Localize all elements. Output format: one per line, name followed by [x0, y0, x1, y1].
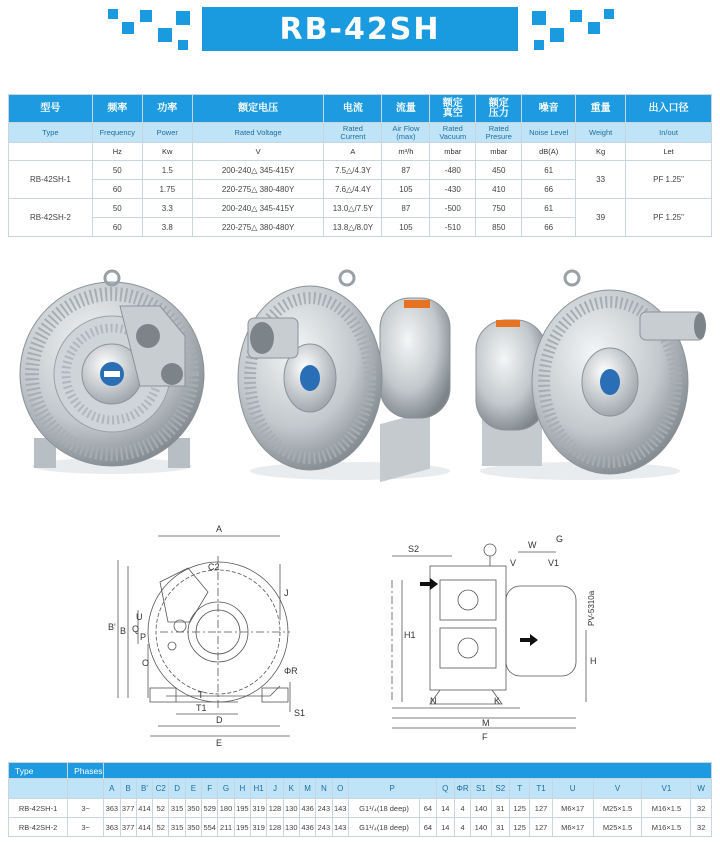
spec-unit-cell [9, 143, 93, 161]
dim-column-header: S2 [491, 779, 509, 799]
dim-value-cell: M25×1.5 [593, 818, 642, 837]
decor-square [588, 22, 600, 34]
spec-cell-voltage: 200-240△ 345-415Y [192, 199, 324, 218]
spec-cell-freq: 50 [92, 161, 142, 180]
spec-cell-power: 3.8 [142, 218, 192, 237]
spec-header-en [9, 123, 712, 143]
dim-value-cell: 554 [202, 818, 218, 837]
dim-label-f: F [482, 732, 488, 742]
dim-value-cell: 195 [234, 799, 250, 818]
dim-label-u: U [136, 612, 143, 622]
dim-row-type: RB-42SH-1 [9, 799, 68, 818]
dim-value-cell: 64 [420, 818, 436, 837]
spec-header-en-cell: In/out [626, 123, 712, 143]
dim-column-header: K [283, 779, 299, 799]
dim-label-e: E [216, 738, 223, 748]
spec-cell-pressure: 410 [476, 180, 522, 199]
dim-column-header: U [552, 779, 593, 799]
dim-column-header: B' [136, 779, 152, 799]
spec-cell-inout: PF 1.25" [626, 199, 712, 237]
decor-square [532, 11, 546, 25]
front-view-labels [108, 524, 305, 748]
dim-value-cell: 125 [509, 799, 529, 818]
spec-header-cn-cell: 额定电压 [192, 95, 324, 123]
dim-column-header-row [9, 779, 712, 799]
spec-unit-cell: Kw [142, 143, 192, 161]
spec-cell-noise: 61 [522, 199, 576, 218]
dim-label-phi-r: ΦR [284, 666, 298, 676]
dim-value-cell: 363 [104, 799, 120, 818]
dim-header-type: Type [9, 763, 68, 779]
spec-header-en-cell: Rated Current [324, 123, 382, 143]
dim-value-cell: 130 [283, 818, 299, 837]
spec-unit-cell: A [324, 143, 382, 161]
dim-value-cell: M6×17 [552, 818, 593, 837]
spec-header-cn-cell: 电流 [324, 95, 382, 123]
decor-square [108, 9, 118, 19]
dim-value-cell: 32 [691, 799, 712, 818]
dim-value-cell: 127 [530, 799, 552, 818]
dim-label-o: O [142, 658, 150, 668]
dim-value-cell: 128 [267, 818, 283, 837]
dim-column-header: ΦR [454, 779, 470, 799]
dim-value-cell: 414 [136, 818, 152, 837]
spec-cell-flow: 105 [382, 218, 430, 237]
dim-value-cell: 319 [251, 818, 267, 837]
dim-value-cell: 130 [283, 799, 299, 818]
product-photos [0, 266, 720, 488]
spec-table-row [9, 161, 712, 180]
dimension-drawings [0, 520, 720, 752]
spec-cell-freq: 60 [92, 180, 142, 199]
dim-value-cell: G1¹/₄(18 deep) [348, 818, 419, 837]
spec-cell-power: 1.5 [142, 161, 192, 180]
dim-column-header: M [299, 779, 315, 799]
dim-value-cell: 31 [491, 818, 509, 837]
dim-label-v1: V1 [548, 558, 560, 568]
spec-header-cn-cell: 流量 [382, 95, 430, 123]
spec-header-en-cell: Rated Presure [476, 123, 522, 143]
spec-unit-cell: mbar [476, 143, 522, 161]
dim-value-cell: 377 [120, 818, 136, 837]
spec-cell-power: 1.75 [142, 180, 192, 199]
spec-cell-power: 3.3 [142, 199, 192, 218]
dim-value-cell: 64 [420, 799, 436, 818]
decor-square [158, 28, 172, 42]
dim-value-cell: 52 [153, 799, 169, 818]
dim-value-cell: 143 [332, 799, 348, 818]
dim-value-cell: 32 [691, 818, 712, 837]
spec-header-cn-cell: 额定 真空 [430, 95, 476, 123]
flow-arrows [420, 578, 538, 646]
spec-unit-cell: Hz [92, 143, 142, 161]
dim-value-cell: 31 [491, 799, 509, 818]
dim-label-g: G [556, 534, 564, 544]
dim-label-t: T [198, 690, 204, 700]
dim-column-header: T1 [530, 779, 552, 799]
blower-photo-angled [238, 271, 450, 482]
spec-unit-cell: m³/h [382, 143, 430, 161]
dim-column-header: C2 [153, 779, 169, 799]
dim-column-header: F [202, 779, 218, 799]
dim-column-header: H [234, 779, 250, 799]
dim-column-header: G [218, 779, 234, 799]
dimension-table [8, 762, 712, 837]
dim-label-d: D [216, 715, 223, 725]
spec-header-cn-cell: 噪音 [522, 95, 576, 123]
spec-cell-noise: 66 [522, 180, 576, 199]
decor-square [550, 28, 564, 42]
dim-value-cell: 377 [120, 799, 136, 818]
spec-cell-current: 7.6△/4.4Y [324, 180, 382, 199]
spec-cell-weight: 33 [576, 161, 626, 199]
dim-header-phases: Phases [68, 763, 104, 779]
decor-square [604, 9, 614, 19]
dim-value-cell: 143 [332, 818, 348, 837]
dim-value-cell: 180 [218, 799, 234, 818]
dim-label-t1: T1 [196, 703, 207, 713]
dim-value-cell: 4 [454, 799, 470, 818]
dim-value-cell: 125 [509, 818, 529, 837]
spec-cell-current: 13.0△/7.5Y [324, 199, 382, 218]
spec-cell-current: 7.5△/4.3Y [324, 161, 382, 180]
spec-header-en-cell: Power [142, 123, 192, 143]
blower-photo-front [20, 271, 204, 474]
spec-header-en-cell: Rated Voltage [192, 123, 324, 143]
spec-unit-cell: mbar [430, 143, 476, 161]
dim-table-row [9, 818, 712, 837]
spec-header-en-cell: Weight [576, 123, 626, 143]
spec-model-type: RB-42SH-2 [9, 199, 93, 237]
dim-label-p: P [140, 632, 147, 642]
dim-value-cell: 127 [530, 818, 552, 837]
dim-label-j: J [284, 588, 289, 598]
spec-cell-noise: 66 [522, 218, 576, 237]
dim-value-cell: 315 [169, 799, 185, 818]
dim-column-header: E [185, 779, 201, 799]
dim-column-header: P [348, 779, 436, 799]
model-plate-label: PV-5310a [587, 590, 596, 626]
side-view-drawing [392, 544, 586, 728]
dim-row-type: RB-42SH-2 [9, 818, 68, 837]
decor-square [178, 40, 188, 50]
dim-value-cell: 436 [299, 799, 315, 818]
spec-cell-flow: 105 [382, 180, 430, 199]
dim-column-header: A [104, 779, 120, 799]
dim-value-cell: 315 [169, 818, 185, 837]
spec-cell-freq: 60 [92, 218, 142, 237]
decor-square [122, 22, 134, 34]
dim-label-n: N [430, 696, 437, 706]
spec-unit-cell: Kg [576, 143, 626, 161]
dim-label-b-prime: B' [108, 622, 116, 632]
spec-header-en-cell: Type [9, 123, 93, 143]
spec-cell-current: 13.8△/8.0Y [324, 218, 382, 237]
dim-header-row [9, 763, 712, 779]
spec-header-cn-cell: 出入口径 [626, 95, 712, 123]
spec-units-row [9, 143, 712, 161]
spec-table [8, 94, 712, 237]
spec-unit-cell: Let [626, 143, 712, 161]
spec-model-type: RB-42SH-1 [9, 161, 93, 199]
spec-header-en-cell: Air Flow (max) [382, 123, 430, 143]
dim-column-header: W [691, 779, 712, 799]
side-view-labels [404, 534, 597, 742]
spec-cell-voltage: 220-275△ 380-480Y [192, 180, 324, 199]
dim-label-c2: C2 [208, 562, 220, 572]
dim-value-cell: M6×17 [552, 799, 593, 818]
dim-label-q: Q [132, 624, 140, 634]
dim-value-cell: 243 [316, 799, 332, 818]
dim-column-header: O [332, 779, 348, 799]
dim-column-header: N [316, 779, 332, 799]
dim-column-header: V1 [642, 779, 691, 799]
dim-value-cell: 436 [299, 818, 315, 837]
dim-value-cell: 529 [202, 799, 218, 818]
spec-header-cn [9, 95, 712, 123]
spec-cell-vacuum: -430 [430, 180, 476, 199]
spec-header-en-cell: Rated Vacuum [430, 123, 476, 143]
dim-column-header: B [120, 779, 136, 799]
dim-label-w: W [528, 540, 537, 550]
dim-value-cell: 195 [234, 818, 250, 837]
dim-label-b: B [120, 626, 127, 636]
dim-value-cell: M16×1.5 [642, 818, 691, 837]
dim-value-cell: 4 [454, 818, 470, 837]
dim-value-cell: M25×1.5 [593, 799, 642, 818]
dim-column-header: J [267, 779, 283, 799]
blower-photo-side [476, 271, 706, 480]
spec-cell-weight: 39 [576, 199, 626, 237]
dim-value-cell: 52 [153, 818, 169, 837]
dim-label-a: A [216, 524, 223, 534]
dim-label-v: V [510, 558, 517, 568]
dim-column-header: Q [436, 779, 454, 799]
spec-cell-pressure: 750 [476, 199, 522, 218]
dim-value-cell: 14 [436, 799, 454, 818]
dim-table-row [9, 799, 712, 818]
dim-column-header: H1 [251, 779, 267, 799]
spec-cell-voltage: 220-275△ 380-480Y [192, 218, 324, 237]
dim-label-s2: S2 [408, 544, 420, 554]
spec-cell-pressure: 450 [476, 161, 522, 180]
dim-column-header: V [593, 779, 642, 799]
dim-label-h: H [590, 656, 597, 666]
dim-row-phases: 3~ [68, 818, 104, 837]
title-banner [0, 0, 720, 60]
spec-cell-vacuum: -480 [430, 161, 476, 180]
spec-unit-cell: V [192, 143, 324, 161]
dim-label-h1: H1 [404, 630, 416, 640]
dim-value-cell: 350 [185, 818, 201, 837]
dim-value-cell: 128 [267, 799, 283, 818]
spec-cell-inout: PF 1.25" [626, 161, 712, 199]
spec-header-cn-cell: 额定 压力 [476, 95, 522, 123]
spec-cell-freq: 50 [92, 199, 142, 218]
dim-value-cell: 350 [185, 799, 201, 818]
dim-column-header: T [509, 779, 529, 799]
dim-column-header: S1 [471, 779, 491, 799]
page-title: RB-42SH [202, 7, 518, 51]
decor-square [570, 10, 582, 22]
decor-square [176, 11, 190, 25]
dim-value-cell: 363 [104, 818, 120, 837]
decor-square [534, 40, 544, 50]
spec-header-cn-cell: 功率 [142, 95, 192, 123]
decor-square [140, 10, 152, 22]
dim-row-phases: 3~ [68, 799, 104, 818]
dim-label-k: K [494, 696, 501, 706]
dim-column-header: D [169, 779, 185, 799]
spec-cell-voltage: 200-240△ 345-415Y [192, 161, 324, 180]
dim-label-s1: S1 [294, 708, 306, 718]
spec-unit-cell: dB(A) [522, 143, 576, 161]
spec-cell-pressure: 850 [476, 218, 522, 237]
spec-cell-noise: 61 [522, 161, 576, 180]
dim-value-cell: M16×1.5 [642, 799, 691, 818]
spec-header-cn-cell: 频率 [92, 95, 142, 123]
spec-cell-flow: 87 [382, 161, 430, 180]
spec-table-row [9, 199, 712, 218]
dim-label-m: M [482, 718, 490, 728]
dim-value-cell: 414 [136, 799, 152, 818]
dim-value-cell: 243 [316, 818, 332, 837]
dim-value-cell: 319 [251, 799, 267, 818]
dim-value-cell: 140 [471, 799, 491, 818]
dim-value-cell: G1¹/₄(18 deep) [348, 799, 419, 818]
dim-value-cell: 211 [218, 818, 234, 837]
spec-cell-vacuum: -500 [430, 199, 476, 218]
spec-header-en-cell: Noise Level [522, 123, 576, 143]
spec-header-cn-cell: 型号 [9, 95, 93, 123]
spec-header-en-cell: Frequency [92, 123, 142, 143]
spec-header-cn-cell: 重量 [576, 95, 626, 123]
spec-cell-vacuum: -510 [430, 218, 476, 237]
dim-value-cell: 140 [471, 818, 491, 837]
dim-value-cell: 14 [436, 818, 454, 837]
spec-cell-flow: 87 [382, 199, 430, 218]
